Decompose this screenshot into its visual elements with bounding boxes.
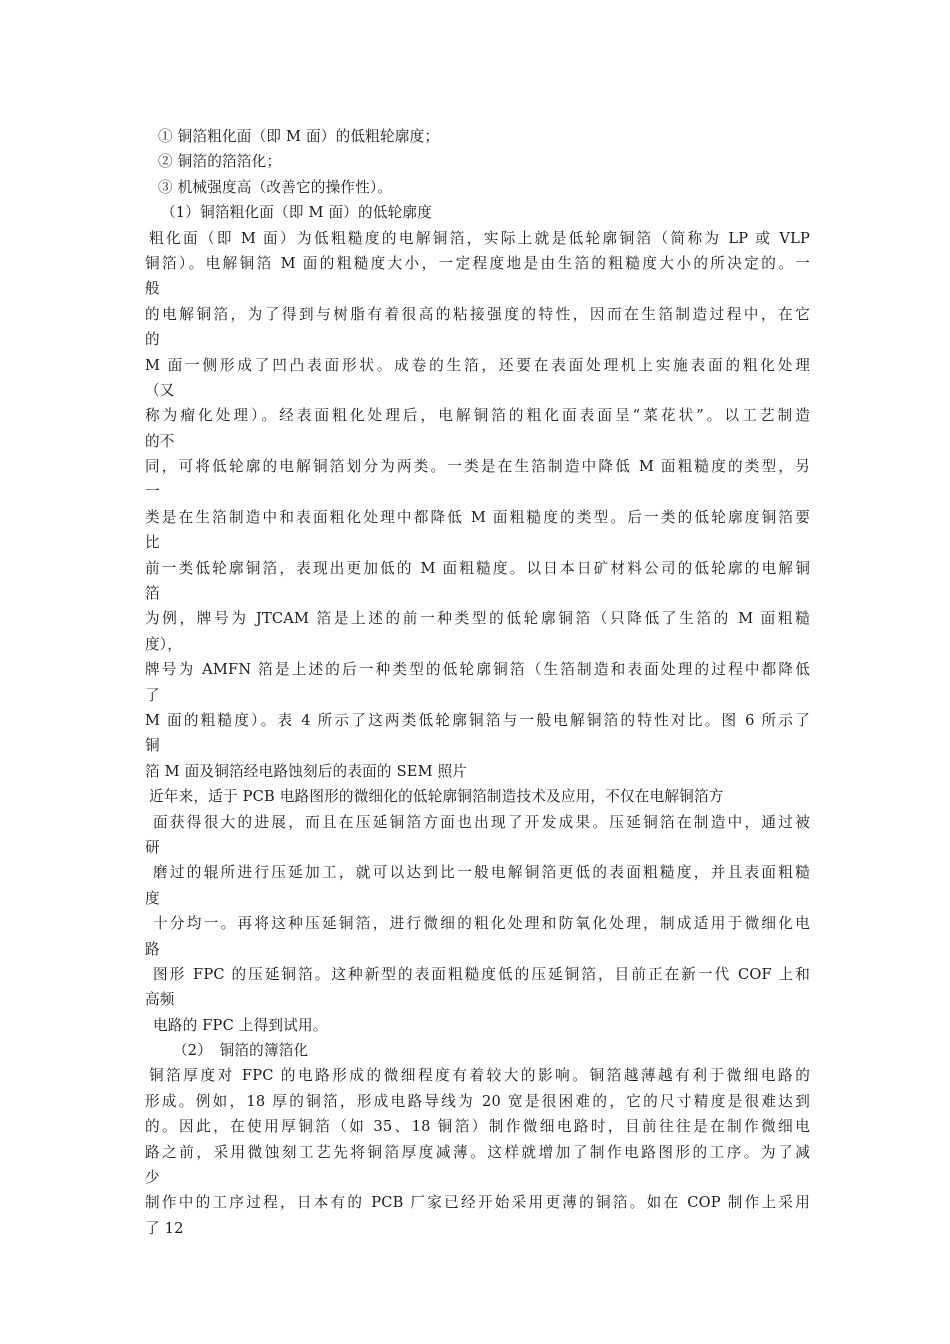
text-line: 的不	[145, 432, 175, 450]
text-line: 路之前，采用微蚀刻工艺先将铜箔厚度减薄。这样就增加了制作电路图形的工序。为了减	[145, 1143, 810, 1161]
text-line: 高频	[145, 991, 175, 1009]
text-line: 类是在生箔制造中和表面粗化处理中都降低 M 面粗糙度的类型。后一类的低轮廓度铜箔要	[145, 508, 810, 526]
text-line: 铜箔厚度对 FPC 的电路形成的微细程度有着较大的影响。铜箔越薄越有利于微细电路的	[149, 1067, 810, 1085]
text-line: 般	[145, 280, 160, 298]
text-line: 称为瘤化处理）。经表面粗化处理后，电解铜箔的粗化面表面呈“菜花状”。以工艺制造	[145, 407, 810, 425]
text-line: 电路的 FPC 上得到试用。	[153, 1016, 328, 1034]
text-line: 牌号为 AMFN 箔是上述的后一种类型的低轮廓铜箔（生箔制造和表面处理的过程中都降低	[145, 661, 810, 679]
document-body	[145, 124, 810, 1241]
text-line: 形成。例如，18 厚的铜箔，形成电路导线为 20 宽是很困难的，它的尺寸精度是很难达到	[145, 1092, 810, 1110]
text-line: 路	[145, 940, 160, 958]
text-line: 箔 M 面及铜箔经电路蚀刻后的表面的 SEM 照片	[145, 762, 468, 780]
text-line: ③ 机械强度高（改善它的操作性）。	[158, 178, 393, 196]
text-line: 了	[145, 686, 160, 704]
text-line: 度），	[145, 635, 183, 653]
text-line: 十分均一。再将这种压延铜箔，进行微细的粗化处理和防氧化处理，制成适用于微细化电	[153, 915, 810, 933]
text-line: M 面一侧形成了凹凸表面形状。成卷的生箔，还要在表面处理机上实施表面的粗化处理	[145, 356, 810, 374]
text-line: 的	[145, 331, 160, 349]
text-line: 磨过的辊所进行压延加工，就可以达到比一般电解铜箔更低的表面粗糙度，并且表面粗糙	[153, 864, 810, 882]
text-line: M 面的粗糙度）。表 4 所示了这两类低轮廓铜箔与一般电解铜箔的特性对比。图 6 所示了	[145, 711, 810, 729]
text-line: 前一类低轮廓铜箔，表现出更加低的 M 面粗糙度。以日本日矿材料公司的低轮廓的电解铜	[145, 559, 810, 577]
text-line: 箔	[145, 585, 160, 603]
text-line: 为例，牌号为 JTCAM 箔是上述的前一种类型的低轮廓铜箔（只降低了生箔的 M 面粗糙	[145, 610, 810, 628]
text-line: 研	[145, 838, 160, 856]
text-line: 制作中的工序过程，日本有的 PCB 厂家已经开始采用更薄的铜箔。如在 COP 制作上采用	[145, 1194, 810, 1212]
text-line: 少	[145, 1169, 160, 1187]
text-line: 近年来，适于 PCB 电路图形的微细化的低轮廓铜箔制造技术及应用，不仅在电解铜箔方	[149, 788, 724, 806]
section-heading: （1）铜箔粗化面（即 M 面）的低轮廓度	[161, 204, 433, 222]
section-heading: （2） 铜箔的簿箔化	[173, 1042, 309, 1060]
text-line: 了 12	[145, 1219, 184, 1237]
text-line: 比	[145, 534, 160, 552]
text-line: 的电解铜箔，为了得到与树脂有着很高的粘接强度的特性，因而在生箔制造过程中，在它	[145, 305, 810, 323]
text-line: 铜箔）。电解铜箔 M 面的粗糙度大小，一定程度地是由生箔的粗糙度大小的所决定的。一	[145, 254, 810, 272]
text-line: 面获得很大的进展，而且在压延铜箔方面也出现了开发成果。压延铜箔在制造中，通过被	[153, 813, 810, 831]
text-line: ① 铜箔粗化面（即 M 面）的低粗轮廓度；	[158, 128, 440, 145]
text-line: 图形 FPC 的压延铜箔。这种新型的表面粗糙度低的压延铜箔，目前正在新一代 COF 上和	[153, 965, 810, 983]
text-line: 粗化面（即 M 面）为低粗糙度的电解铜箔，实际上就是低轮廓铜箔（简称为 LP 或 VLP	[149, 229, 810, 247]
text-line: 度	[145, 889, 160, 907]
text-line: 铜	[145, 737, 160, 755]
text-line: ② 铜箔的箔箔化；	[158, 153, 282, 171]
text-line: 一	[145, 483, 160, 501]
text-line: （又	[145, 381, 175, 399]
text-line: 同，可将低轮廓的电解铜箔划分为两类。一类是在生箔制造中降低 M 面粗糙度的类型，另	[145, 458, 810, 476]
text-line: 的。因此，在使用厚铜箔（如 35、18 铜箔）制作微细电路时，目前往往是在制作微细电	[145, 1118, 810, 1136]
